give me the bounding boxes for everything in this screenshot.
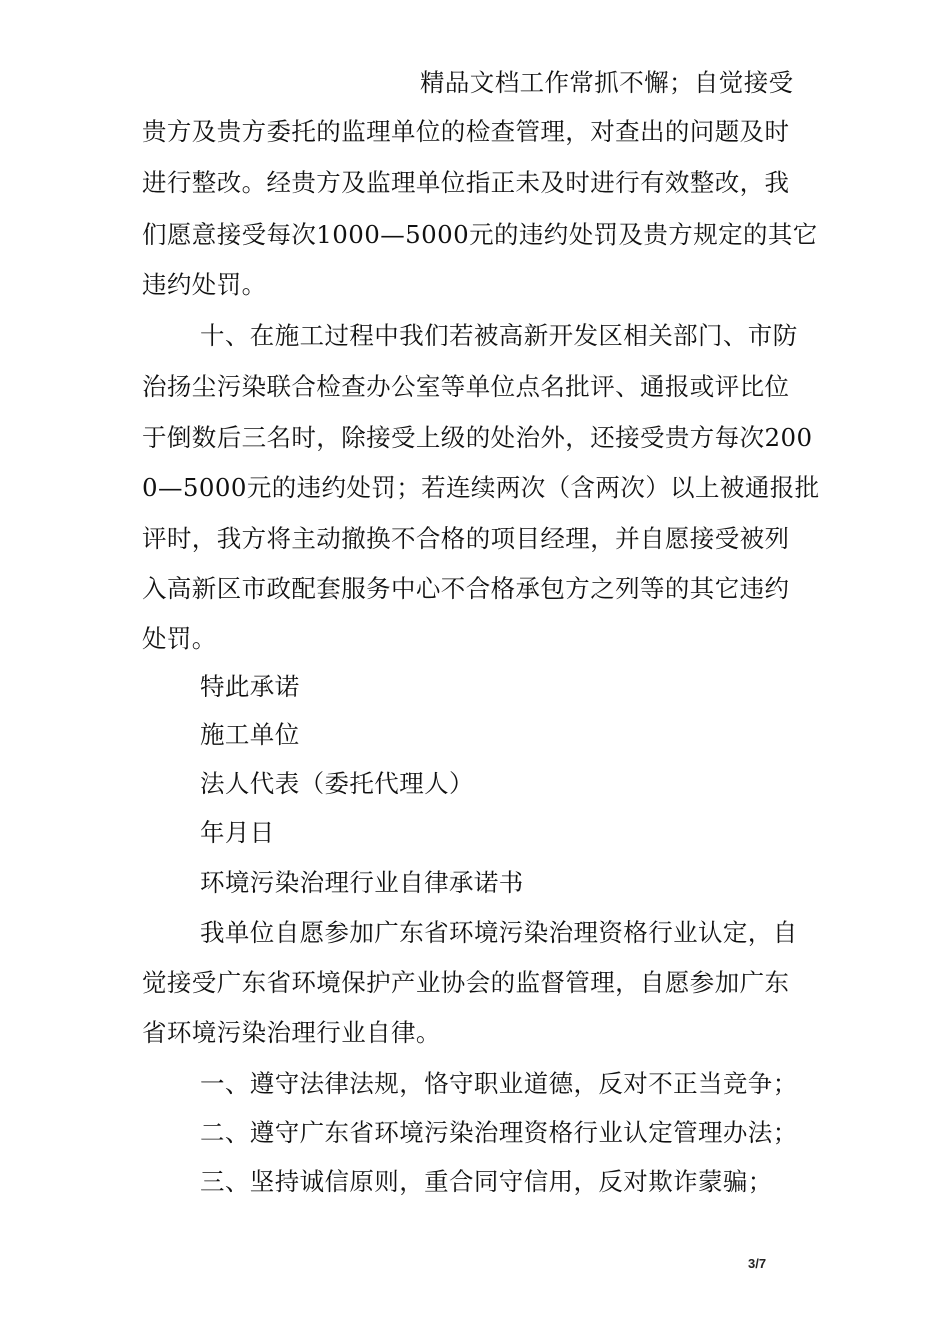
list-item: 二、遵守广东省环境污染治理资格行业认定管理办法；: [200, 1118, 798, 1147]
text-line: 评时，我方将主动撤换不合格的项目经理，并自愿接受被列: [142, 524, 790, 553]
text-line: 进行整改。经贵方及监理单位指正未及时进行有效整改，我: [142, 168, 790, 197]
text-line: 省环境污染治理行业自律。: [142, 1018, 441, 1047]
text-line: 0—5000元的违约处罚；若连续两次（含两次）以上被通报批: [142, 473, 820, 502]
text-line: 于倒数后三名时，除接受上级的处治外，还接受贵方每次200: [142, 423, 813, 452]
date-line: 年月日: [200, 818, 275, 847]
section-title: 环境污染治理行业自律承诺书: [200, 868, 524, 897]
text-line: 入高新区市政配套服务中心不合格承包方之列等的其它违约: [142, 574, 790, 603]
closing-line: 特此承诺: [200, 672, 300, 701]
page-number: 3/7: [748, 1256, 767, 1271]
text-line: 违约处罚。: [142, 270, 267, 299]
paragraph-ten-line: 十、在施工过程中我们若被高新开发区相关部门、市防: [200, 321, 798, 350]
signature-unit-line: 施工单位: [200, 720, 300, 749]
text-line: 们愿意接受每次1000—5000元的违约处罚及贵方规定的其它: [142, 220, 818, 249]
text-line: 我单位自愿参加广东省环境污染治理资格行业认定，自: [200, 918, 798, 947]
header-line: 精品文档工作常抓不懈；自觉接受: [420, 68, 794, 97]
signature-rep-line: 法人代表（委托代理人）: [200, 769, 474, 798]
list-item: 三、坚持诚信原则，重合同守信用，反对欺诈蒙骗；: [200, 1167, 773, 1196]
text-line: 处罚。: [142, 624, 217, 653]
text-line: 贵方及贵方委托的监理单位的检查管理，对查出的问题及时: [142, 117, 790, 146]
list-item: 一、遵守法律法规，恪守职业道德，反对不正当竞争；: [200, 1069, 798, 1098]
text-line: 觉接受广东省环境保护产业协会的监督管理，自愿参加广东: [142, 968, 790, 997]
text-line: 治扬尘污染联合检查办公室等单位点名批评、通报或评比位: [142, 372, 790, 401]
